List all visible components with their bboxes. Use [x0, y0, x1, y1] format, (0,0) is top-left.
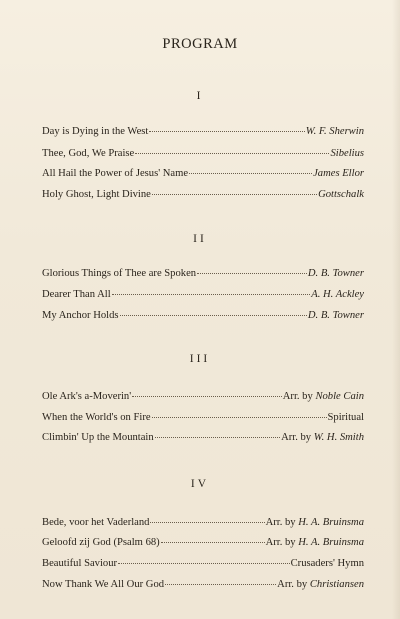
dot-leader: [155, 437, 280, 438]
dot-leader: [120, 315, 307, 316]
program-item: [42, 189, 364, 203]
program-item: [42, 310, 364, 324]
dot-leader: [197, 273, 307, 274]
program-item: [42, 168, 364, 182]
item-title: Holy Ghost, Light Divine: [42, 189, 151, 200]
dot-leader: [161, 542, 265, 543]
program-item: [42, 558, 364, 572]
section-heading-1: I: [196, 90, 204, 102]
item-title: Climbin' Up the Mountain: [42, 432, 154, 443]
dot-leader: [118, 563, 290, 564]
page-title: PROGRAM: [162, 36, 238, 52]
dot-leader: [152, 417, 327, 418]
item-title: My Anchor Holds: [42, 310, 119, 321]
item-title: All Hail the Power of Jesus' Name: [42, 168, 189, 179]
item-author: James Ellor: [313, 168, 364, 179]
item-title: Beautiful Saviour: [42, 558, 118, 569]
item-author: D. B. Towner: [307, 310, 364, 321]
item-title: Day is Dying in the West: [42, 126, 149, 137]
dot-leader: [152, 194, 317, 195]
program-item: [42, 517, 364, 531]
program-item: [42, 268, 364, 282]
item-title: Dearer Than All: [42, 289, 111, 300]
section-heading-3: III: [189, 353, 211, 365]
section-heading-2: II: [193, 233, 207, 245]
item-author: Arr. by Noble Cain: [282, 391, 364, 402]
program-item: [42, 412, 364, 426]
item-author: Spiritual: [327, 412, 364, 423]
item-title: Geloofd zij God (Psalm 68): [42, 537, 160, 548]
dot-leader: [149, 131, 304, 132]
item-author: Gottschalk: [318, 189, 364, 200]
item-title: Bede, voor het Vaderland: [42, 517, 150, 528]
item-author: Arr. by Christiansen: [277, 579, 364, 590]
program-item: [42, 148, 364, 162]
program-item: [42, 391, 364, 405]
program-item: [42, 432, 364, 446]
section-heading-4: IV: [190, 478, 210, 490]
item-title: Ole Ark's a-Moverin': [42, 391, 132, 402]
program-item: [42, 289, 364, 303]
dot-leader: [150, 522, 264, 523]
dot-leader: [165, 584, 276, 585]
dot-leader: [132, 396, 282, 397]
item-title: When the World's on Fire: [42, 412, 151, 423]
item-title: Thee, God, We Praise: [42, 148, 135, 159]
item-author: Crusaders' Hymn: [290, 558, 364, 569]
program-item: [42, 537, 364, 551]
program-item: [42, 579, 364, 593]
item-author: W. F. Sherwin: [305, 126, 364, 137]
item-title: Now Thank We All Our God: [42, 579, 165, 590]
item-author: Sibelius: [330, 148, 364, 159]
item-author: D. B. Towner: [307, 268, 364, 279]
item-author: Arr. by H. A. Bruinsma: [265, 537, 364, 548]
program-item: [42, 126, 364, 140]
item-author: Arr. by H. A. Bruinsma: [265, 517, 364, 528]
dot-leader: [112, 294, 311, 295]
dot-leader: [189, 173, 312, 174]
item-author: A. H. Ackley: [311, 289, 364, 300]
item-author: Arr. by W. H. Smith: [281, 432, 364, 443]
item-title: Glorious Things of Thee are Spoken: [42, 268, 197, 279]
dot-leader: [135, 153, 329, 154]
